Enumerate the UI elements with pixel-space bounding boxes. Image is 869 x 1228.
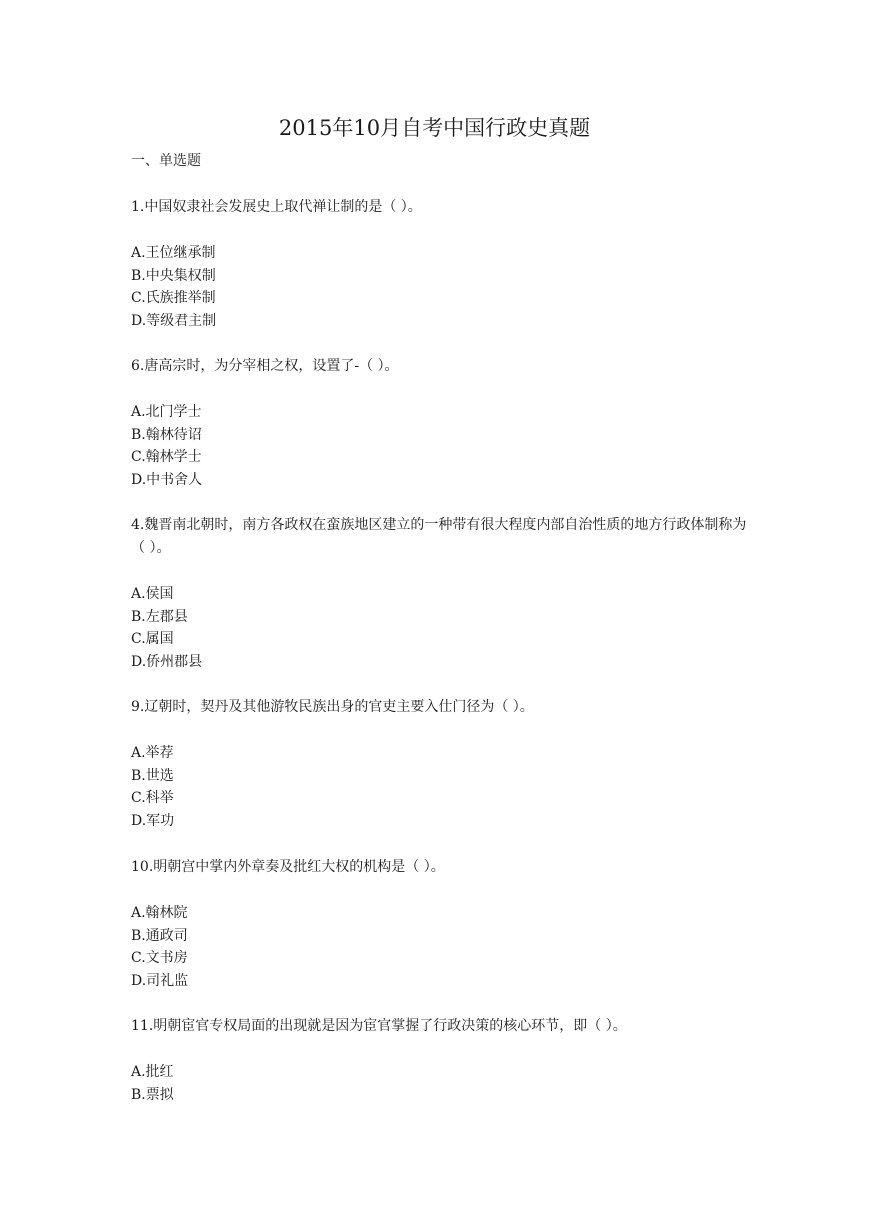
question-text: 6.唐高宗时，为分宰相之权，设置了-（ ）。	[131, 358, 399, 374]
option-list	[131, 242, 751, 333]
option-b: B.票拟	[131, 1086, 174, 1103]
option-b: B.左郡县	[131, 608, 188, 625]
option-d: D.侨州郡县	[131, 654, 203, 671]
option-c: C.属国	[131, 631, 174, 648]
option-list	[131, 1061, 751, 1106]
question-text: 9.辽朝时，契丹及其他游牧民族出身的官吏主要入仕门径为（ ）。	[131, 699, 534, 715]
option-b: B.中央集权制	[131, 267, 216, 284]
option-d: D.司礼监	[131, 973, 189, 990]
option-list	[131, 401, 751, 492]
option-a: A.北门学士	[131, 404, 202, 420]
question-text: 11.明朝宦官专权局面的出现就是因为宦官掌握了行政决策的核心环节，即（ ）。	[131, 1018, 627, 1034]
option-a: A.举荐	[131, 745, 174, 761]
option-d: D.军功	[131, 813, 175, 830]
question-text: 4.魏晋南北朝时，南方各政权在蛮族地区建立的一种带有很大程度内部自治性质的地方行政体制称为（ ）。	[131, 517, 747, 556]
question-text: 10.明朝宫中掌内外章奏及批红大权的机构是（ ）。	[131, 859, 445, 875]
option-c: C.氏族推举制	[131, 290, 216, 307]
option-a: A.侯国	[131, 586, 174, 602]
question-item	[131, 355, 751, 492]
option-list	[131, 742, 751, 833]
option-c: C.翰林学士	[131, 449, 202, 466]
option-b: B.翰林待诏	[131, 426, 202, 443]
option-a: A.批红	[131, 1064, 174, 1080]
question-item	[131, 514, 751, 674]
page-title: 2015年10月自考中国行政史真题	[278, 116, 591, 140]
question-text: 1.中国奴隶社会发展史上取代禅让制的是（ ）。	[131, 199, 422, 215]
option-c: C.科举	[131, 790, 174, 807]
question-item	[131, 856, 751, 993]
option-b: B.世选	[131, 767, 174, 784]
option-d: D.等级君主制	[131, 313, 217, 330]
option-a: A.王位继承制	[131, 245, 216, 261]
option-a: A.翰林院	[131, 905, 188, 921]
option-list	[131, 583, 751, 674]
question-item	[131, 196, 751, 333]
question-item	[131, 1015, 751, 1106]
question-item	[131, 696, 751, 833]
option-list	[131, 902, 751, 993]
option-c: C.文书房	[131, 950, 188, 967]
option-d: D.中书舍人	[131, 472, 203, 489]
option-b: B.通政司	[131, 927, 188, 944]
section-heading: 一、单选题	[131, 153, 201, 169]
